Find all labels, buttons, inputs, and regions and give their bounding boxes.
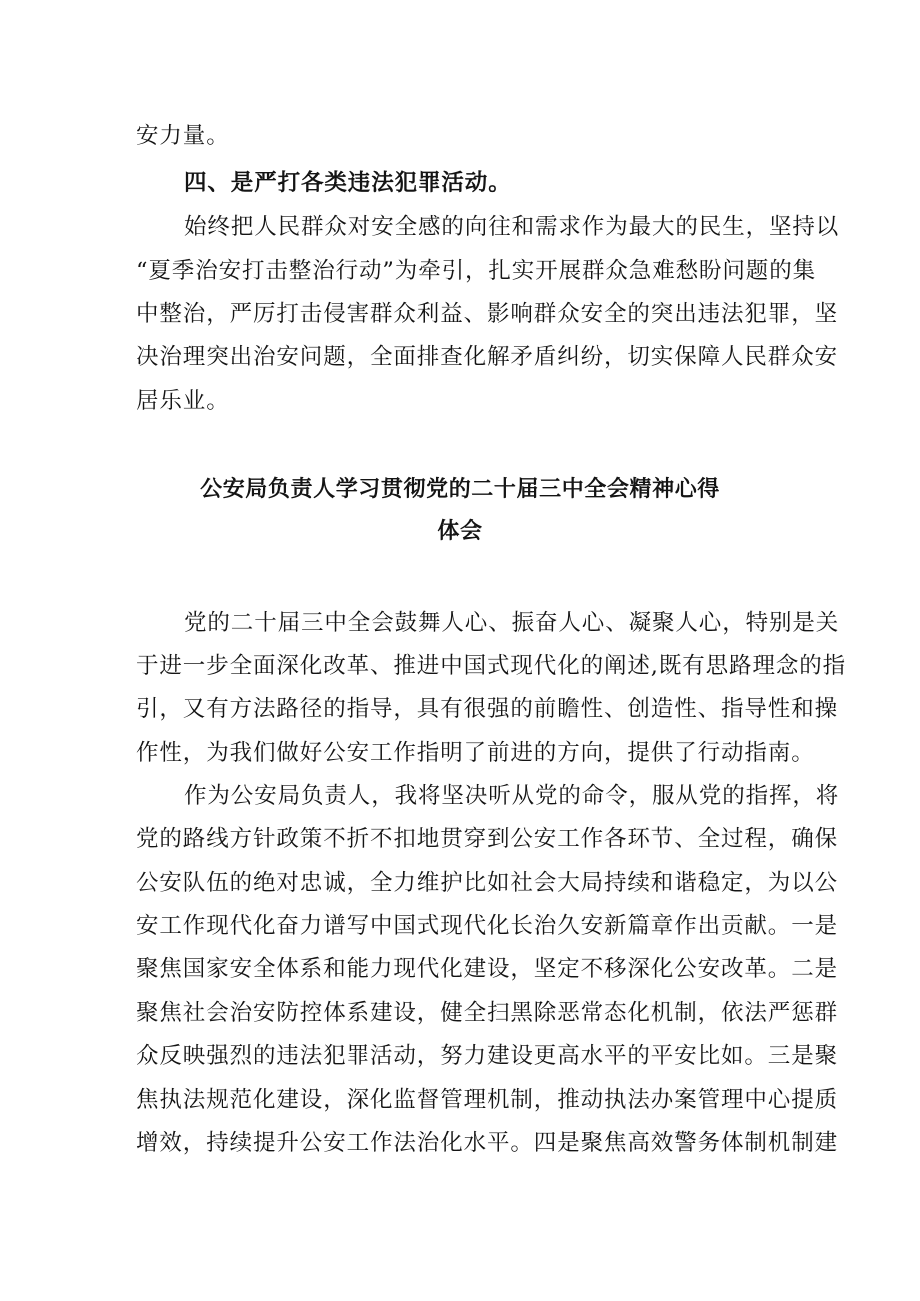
text-line: 众反映强烈的违法犯罪活动，努力建设更高水平的平安比如。三是聚 — [136, 1043, 839, 1069]
article-title: 公安局负责人学习贯彻党的二十届三中全会精神心得 — [200, 477, 720, 502]
text-line: 聚焦国家安全体系和能力现代化建设，坚定不移深化公安改革。二是 — [136, 956, 839, 982]
text-line: 始终把人民群众对安全感的向往和需求作为最大的民生，坚持以 — [184, 214, 840, 240]
text-line: “夏季治安打击整治行动”为牵引，扎实开展群众急难愁盼问题的集 — [136, 258, 817, 284]
text-line: 公安队伍的绝对忠诚，全力维护比如社会大局持续和谐稳定，为以公 — [136, 870, 839, 896]
text-line: 安力量。 — [136, 123, 230, 149]
text-line: 作性，为我们做好公安工作指明了前进的方向，提供了行动指南。 — [136, 740, 815, 766]
text-line: 焦执法规范化建设，深化监督管理机制，推动执法办案管理中心提质 — [136, 1087, 839, 1113]
text-line: 作为公安局负责人，我将坚决听从党的命令，服从党的指挥，将 — [184, 783, 840, 809]
text-line: 聚焦社会治安防控体系建设，健全扫黑除恶常态化机制，依法严惩群 — [136, 1000, 839, 1026]
text-line: 安工作现代化奋力谱写中国式现代化长治久安新篇章作出贡献。一是 — [136, 913, 839, 939]
text-line: 中整治，严厉打击侵害群众利益、影响群众安全的突出违法犯罪，坚 — [136, 301, 839, 327]
text-line: 居乐业。 — [136, 388, 230, 414]
text-line: 党的二十届三中全会鼓舞人心、振奋人心、凝聚人心，特别是关 — [184, 610, 840, 636]
text-line: 引，又有方法路径的指导，具有很强的前瞻性、创造性、指导性和操 — [136, 696, 839, 722]
section-heading: 四、是严打各类违法犯罪活动。 — [184, 170, 512, 196]
text-line: 于进一步全面深化改革、推进中国式现代化的阐述,既有思路理念的指 — [136, 653, 847, 679]
text-line: 决治理突出治安问题，全面排查化解矛盾纠纷，切实保障人民群众安 — [136, 344, 839, 370]
text-line: 增效，持续提升公安工作法治化水平。四是聚焦高效警务体制机制建 — [136, 1130, 839, 1156]
article-title: 体会 — [437, 519, 483, 544]
text-line: 党的路线方针政策不折不扣地贯穿到公安工作各环节、全过程，确保 — [136, 826, 839, 852]
